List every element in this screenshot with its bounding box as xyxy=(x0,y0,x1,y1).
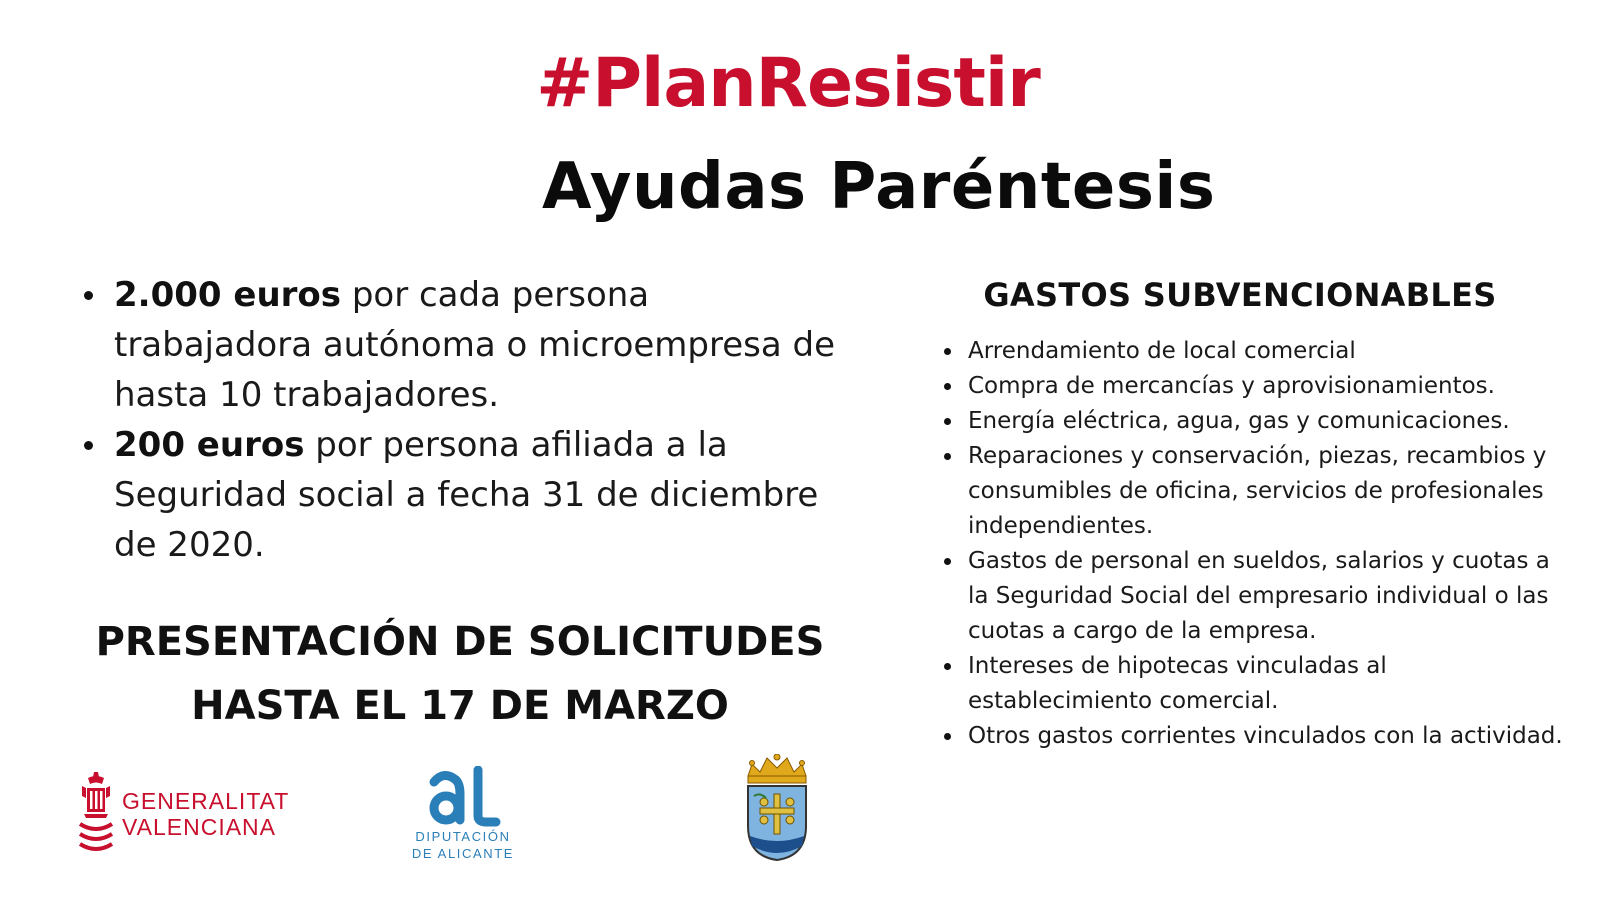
generalitat-emblem-icon xyxy=(76,770,116,860)
hashtag-text: #PlanResistir xyxy=(536,44,1040,123)
coat-of-arms-icon xyxy=(740,754,814,862)
diputacion-emblem-icon xyxy=(408,766,518,828)
list-item: Gastos de personal en sueldos, salarios y cuotas a la Seguridad Social del empresario individual o las cuotas a cargo de la empresa. xyxy=(944,544,1564,649)
list-item: Compra de mercancías y aprovisionamientos. xyxy=(944,369,1564,404)
list-item: Reparaciones y conservación, piezas, recambios y consumibles de oficina, servicios de profesionales independientes. xyxy=(944,439,1564,544)
generalitat-valenciana-logo xyxy=(76,770,290,860)
deadline-notice xyxy=(80,610,840,738)
diputacion-line-1: DIPUTACIÓN xyxy=(415,829,511,844)
deadline-line-1: PRESENTACIÓN DE SOLICITUDES xyxy=(95,619,825,665)
generalitat-line-2: VALENCIANA xyxy=(122,814,277,840)
amount-description: por persona afiliada a la Seguridad social a fecha 31 de diciembre de 2020. xyxy=(114,425,819,565)
list-item: Intereses de hipotecas vinculadas al establecimiento comercial. xyxy=(944,649,1564,719)
list-item xyxy=(82,270,842,420)
list-item xyxy=(82,420,842,570)
hashtag-heading xyxy=(0,44,1600,123)
amount-label: 200 euros xyxy=(114,425,305,465)
list-item: Energía eléctrica, agua, gas y comunicaciones. xyxy=(944,404,1564,439)
page-title: Ayudas Paréntesis xyxy=(542,150,1216,224)
deadline-line-2: HASTA EL 17 DE MARZO xyxy=(191,683,729,729)
expenses-list xyxy=(944,334,1564,754)
diputacion-line-2: DE ALICANTE xyxy=(411,846,515,861)
generalitat-line-1: GENERALITAT xyxy=(122,788,290,814)
list-item: Arrendamiento de local comercial xyxy=(944,334,1564,369)
diputacion-alicante-logo xyxy=(408,766,518,866)
amount-label: 2.000 euros xyxy=(114,275,342,315)
amount-description: por cada persona trabajadora autónoma o microempresa de hasta 10 trabajadores. xyxy=(114,275,836,415)
expenses-heading: GASTOS SUBVENCIONABLES xyxy=(983,276,1497,314)
aid-amounts-list xyxy=(82,270,842,570)
list-item: Otros gastos corrientes vinculados con la actividad. xyxy=(944,719,1564,754)
